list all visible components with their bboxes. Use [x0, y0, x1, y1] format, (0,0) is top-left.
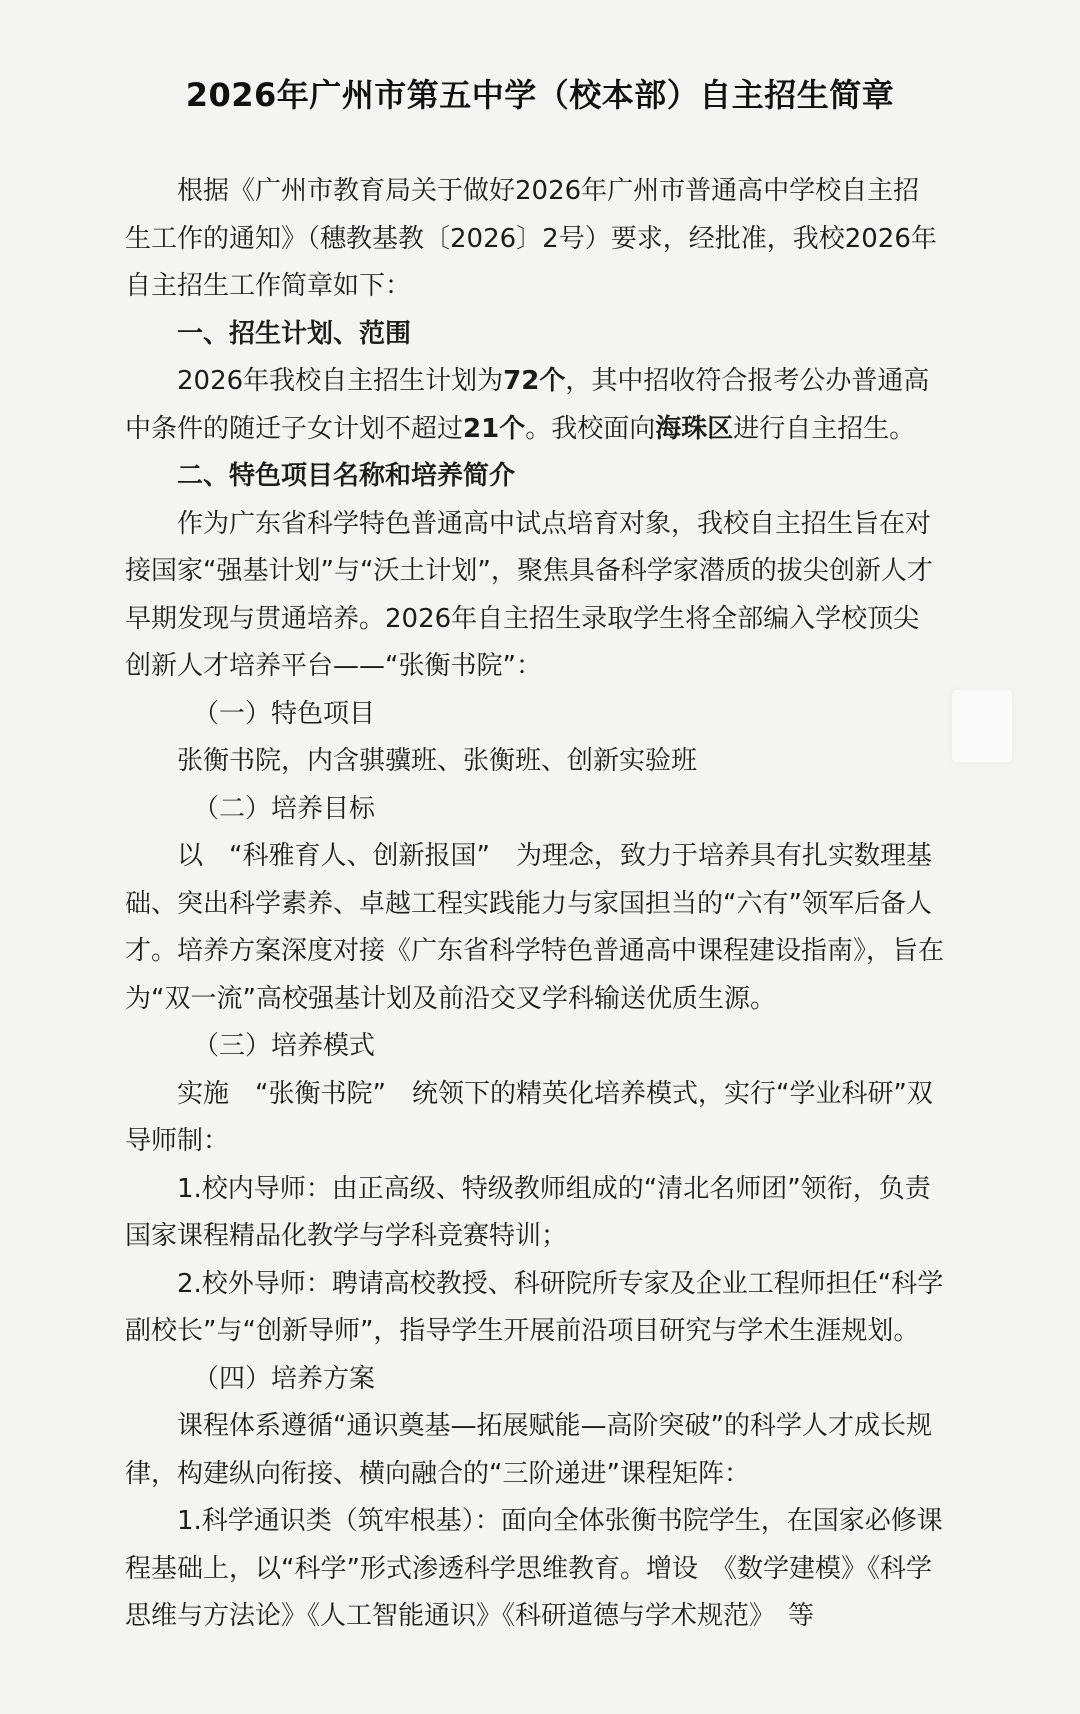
faint-overlay-patch: [952, 690, 1012, 762]
section1-text-c: 。我校面向: [525, 413, 656, 444]
sub3-item2: 2.校外导师：聘请高校教授、科研院所专家及企业工程师担任“科学副校长”与“创新导师”，指导学生开展前沿项目研究与学术生涯规划。: [125, 1268, 944, 1346]
plan-migrant: 21个: [463, 413, 526, 444]
sub1-heading: （一）特色项目: [193, 698, 376, 729]
sub3-heading: （三）培养模式: [193, 1031, 376, 1061]
section1-text-a: 2026年我校自主招生计划为: [177, 366, 504, 396]
plan-total: 72个: [503, 366, 566, 396]
section2-intro: 作为广东省科学特色普通高中试点培育对象，我校自主招生旨在对接国家“强基计划”与“沃土计划”，聚焦具备科学家潜质的拔尖创新人才早期发现与贯通培养。2026年自主招生录取学生将全部编入学校顶尖创新人才培养平台——“张衡书院”：: [125, 508, 933, 681]
sub3-text: 实施 “张衡书院” 统领下的精英化培养模式，实行“学业科研”双导师制：: [125, 1078, 933, 1156]
document-body: [125, 168, 945, 1641]
document-title: 2026年广州市第五中学（校本部）自主招生简章: [185, 76, 895, 114]
section2-heading: 二、特色项目名称和培养简介: [177, 461, 516, 491]
sub2-text: 以 “科雅育人、创新报国” 为理念，致力于培养具有扎实数理基础、突出科学素养、卓越工程实践能力与家国担当的“六有”领军后备人才。培养方案深度对接《广东省科学特色普通高中课程建设指南》，旨在为“双一流”高校强基计划及前沿交叉学科输送优质生源。: [125, 841, 945, 1014]
section1-text-b: ，其中招收符合报考公办普通高中条件的随迁子女计划不超过: [125, 366, 930, 444]
sub3-item1: 1.校内导师：由正高级、特级教师组成的“清北名师团”领衔，负责国家课程精品化教学与学科竞赛特训；: [125, 1173, 931, 1251]
section1-heading: 一、招生计划、范围: [177, 318, 412, 349]
sub1-text: 张衡书院，内含骐骥班、张衡班、创新实验班: [177, 746, 698, 776]
district-name: 海珠区: [655, 413, 734, 444]
section1-paragraph: [125, 358, 945, 453]
sub4-text: 课程体系遵循“通识奠基—拓展赋能—高阶突破”的科学人才成长规律，构建纵向衔接、横向融合的“三阶递进”课程矩阵：: [125, 1411, 932, 1489]
sub4-heading: （四）培养方案: [193, 1363, 376, 1394]
sub2-heading: （二）培养目标: [193, 793, 376, 824]
intro-paragraph: 根据《广州市教育局关于做好2026年广州市普通高中学校自主招生工作的通知》（穗教基教〔2026〕2号）要求，经批准，我校2026年自主招生工作简章如下：: [125, 176, 937, 301]
sub4-item1: 1.科学通识类（筑牢根基）：面向全体张衡书院学生，在国家必修课程基础上，以“科学”形式渗透科学思维教育。增设 《数学建模》《科学思维与方法论》《人工智能通识》《科研道德与学术规范》 等: [125, 1506, 943, 1631]
section1-text-d: 进行自主招生。: [733, 413, 916, 444]
